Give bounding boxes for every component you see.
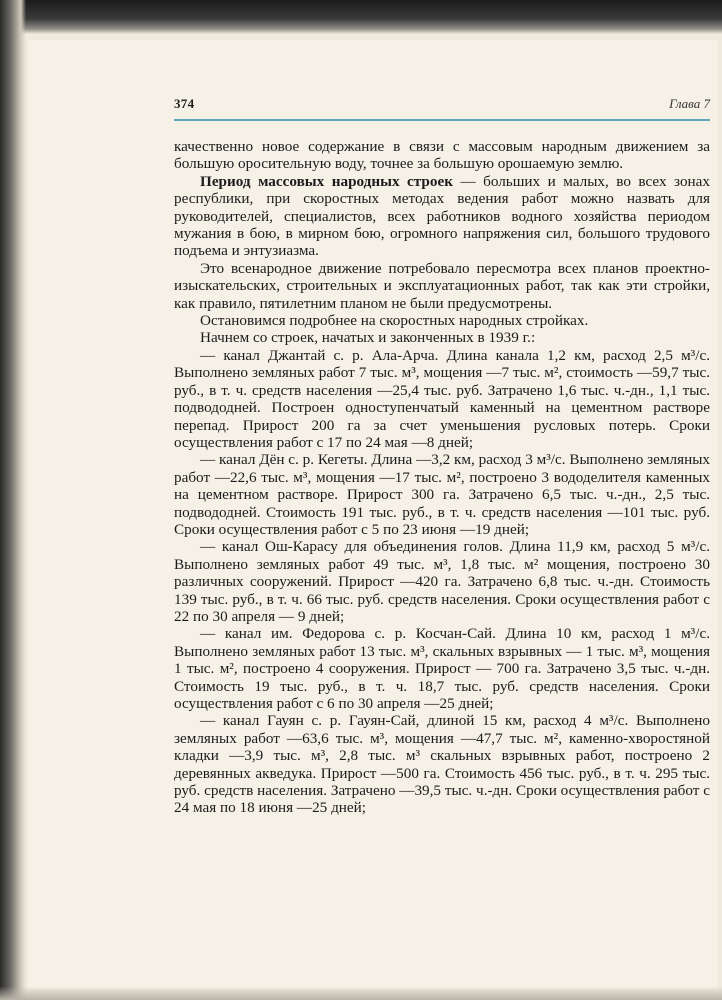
scan-bottom-shadow	[0, 986, 722, 1000]
scan-top-shadow	[0, 0, 722, 34]
paragraph-canal-gauyan	[174, 712, 710, 816]
paragraph-canal-den	[174, 451, 710, 538]
paragraph-lead: Период массовых народных строек	[200, 172, 453, 190]
paragraph-text: — канал Ош-Карасу для объединения голов. Длина 11,9 км, расход 5 м³/с. Выполнено земляных работ 49 тыс. м³, 1,8 тыс. м² мощения, построено 30 различных сооружений. Прирост —420 га. Затрачено 6,8 тыс. ч.-дн. Стоимость 139 тыс. руб., в т. ч. 66 тыс. руб. средств населения. Сроки осуществления работ с 22 по 30 апреля — 9 дней;	[174, 538, 710, 625]
header-rule	[174, 119, 710, 121]
page-number: 374	[174, 96, 195, 111]
paragraph-text: — канал Джантай с. р. Ала-Арча. Длина канала 1,2 км, расход 2,5 м³/с. Выполнено земляных работ 7 тыс. м³, мощения —7 тыс. м², стоимость —59,7 тыс. руб., в т. ч. средств населения —25,4 тыс. руб. Затрачено 1,6 тыс. ч.-дн., 1,1 тыс. подвододней. Построен одноступенчатый каменный на цементном растворе перепад. Прирост 200 га за счет уменьшения русловых потерь. Сроки осуществления работ с 17 по 24 мая —8 дней;	[174, 346, 710, 451]
paragraph-text: Остановимся подробнее на скоростных народных стройках.	[200, 312, 589, 330]
paragraph-canal-jantai	[174, 347, 710, 451]
paragraph-text: Это всенародное движение потребовало пересмотра всех планов проектно-изыскательских, строительных и эксплуатационных работ, так как эти стройки, как правило, пятилетним планом не были предусмотрены.	[174, 259, 710, 312]
paragraph-text: качественно новое содержание в связи с массовым народным движением за большую оросительную воду, точнее за большую орошаемую землю.	[174, 138, 710, 173]
paragraph-period-heading	[174, 173, 710, 260]
scan-left-shadow	[0, 0, 26, 1000]
page-header	[174, 96, 710, 118]
paragraph-text: — канал Дён с. р. Кегеты. Длина —3,2 км, расход 3 м³/с. Выполнено земляных работ —22,6 тыс. м³, мощения —17 тыс. м², построено 3 вододелителя каменных на цементном растворе. Прирост 300 га. Затрачено 6,5 тыс. ч.-дн., 2,5 тыс. подвододней. Стоимость 191 тыс. руб., в т. ч. средств населения —101 тыс. руб. Сроки осуществления работ с 5 по 23 июня —19 дней;	[174, 451, 710, 538]
paragraph-text: — канал им. Федорова с. р. Косчан-Сай. Длина 10 км, расход 1 м³/с. Выполнено земляных работ 13 тыс. м³, скальных взрывных — 1 тыс. м³, мощения 1 тыс. м², построено 4 сооружения. Прирост — 700 га. Затрачено 3,5 тыс. ч.-дн. Стоимость 19 тыс. руб., в т. ч. 18,7 тыс. руб. средств населения. Сроки осуществления работ с 6 по 30 апреля —25 дней;	[174, 625, 710, 712]
running-head: Глава 7	[669, 96, 710, 111]
paragraph-text: — больших и малых, во всех зонах республики, при скоростных методах ведения работ можно назвать для руководителей, специалистов, всех работников водного хозяйства периодом мужания в бою, в мирном бою, огромного напряжения сил, большого трудового подъема и энтузиазма.	[174, 172, 710, 260]
paragraph-text: — канал Гауян с. р. Гауян-Сай, длиной 15 км, расход 4 м³/с. Выполнено земляных работ —63,6 тыс. м³, мощения —47,7 тыс. м², каменно-хворостяной кладки —3,9 тыс. м³, 2,8 тыс. м³ скальных взрывных работ, построено 2 деревянных акведука. Прирост —500 га. Стоимость 456 тыс. руб., в т. ч. 295 тыс. руб. средств населения. Затрачено —39,5 тыс. ч.-дн. Сроки осуществления работ с 24 мая по 18 июня —25 дней;	[174, 712, 710, 817]
paragraph-continuation	[174, 138, 710, 173]
paragraph-canal-osh-karasu	[174, 538, 710, 625]
paragraph	[174, 260, 710, 312]
paragraph-text: Начнем со строек, начатых и законченных в 1939 г.:	[200, 329, 536, 347]
paragraph	[174, 312, 710, 329]
paragraph	[174, 329, 710, 346]
body-text	[174, 138, 710, 817]
paragraph-canal-fedorov	[174, 625, 710, 712]
